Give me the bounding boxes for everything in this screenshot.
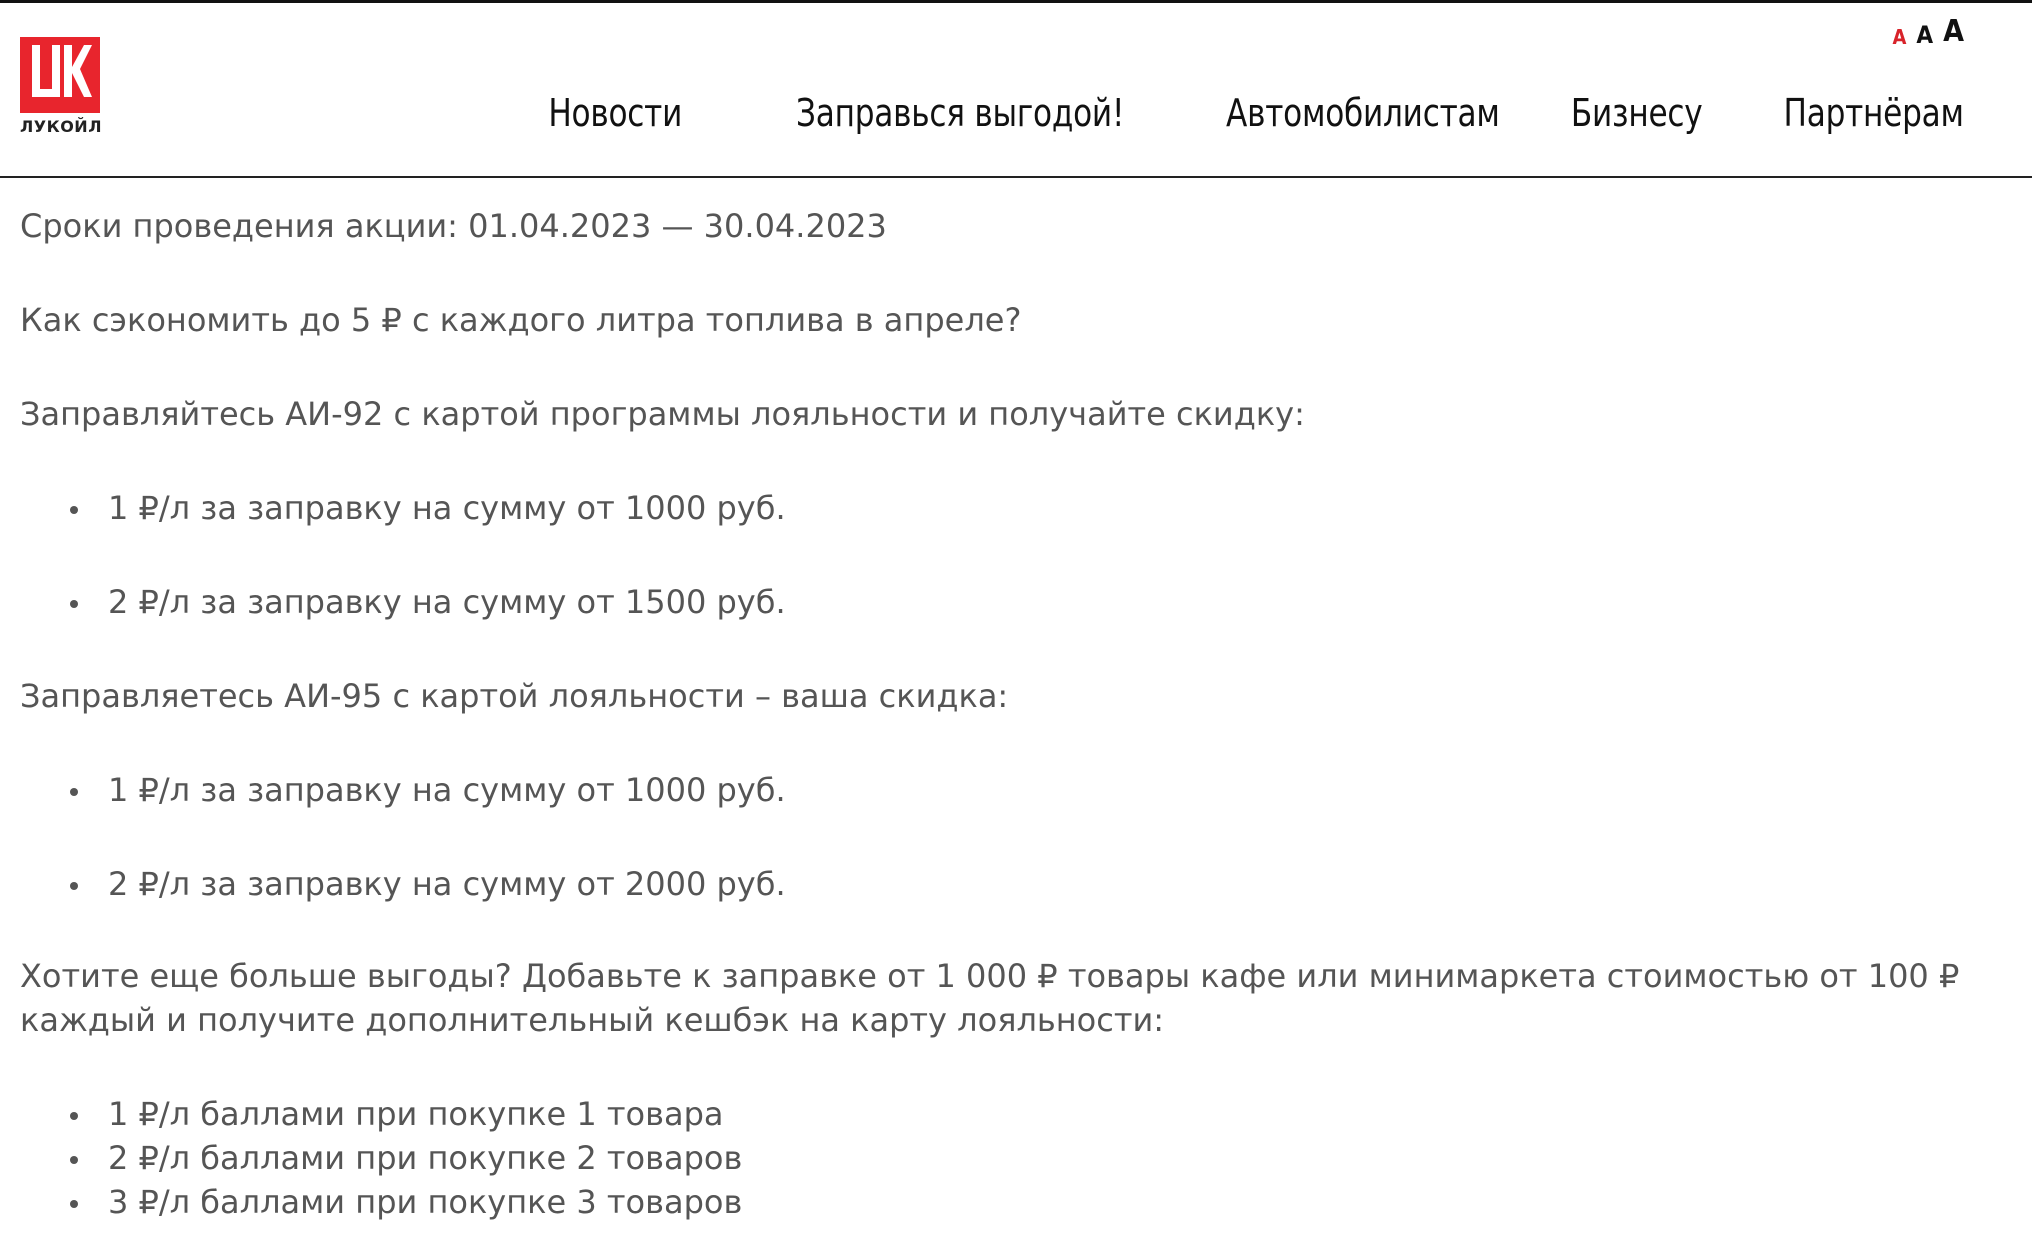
nav-item-news[interactable]: Новости [548, 91, 683, 135]
logo-text: ЛУКОЙЛ [20, 117, 102, 136]
nav-item-promo[interactable]: Заправься выгодой! [796, 91, 1125, 135]
promo-question: Как сэкономить до 5 ₽ с каждого литра топлива в апреле? [20, 301, 1022, 339]
ai92-discount-list [20, 486, 786, 674]
list-item: 3 ₽/л баллами при покупке 3 товаров [20, 1180, 742, 1224]
main-nav [519, 91, 1964, 135]
list-item: 1 ₽/л баллами при покупке 1 товара [20, 1092, 742, 1136]
list-item: 1 ₽/л за заправку на сумму от 1000 руб. [20, 486, 786, 530]
font-size-switch [1892, 14, 1964, 49]
ai95-intro: Заправляетесь АИ-95 с картой лояльности – ваша скидка: [20, 677, 1009, 715]
nav-item-partners[interactable]: Партнёрам [1783, 91, 1964, 135]
list-item: 2 ₽/л баллами при покупке 2 товаров [20, 1136, 742, 1180]
cashback-list [20, 1092, 742, 1224]
list-item: 2 ₽/л за заправку на сумму от 1500 руб. [20, 580, 786, 624]
font-size-medium-button[interactable]: A [1916, 21, 1934, 49]
nav-item-business[interactable]: Бизнесу [1570, 91, 1703, 135]
list-item: 1 ₽/л за заправку на сумму от 1000 руб. [20, 768, 786, 812]
site-header [0, 3, 2032, 178]
ai95-discount-list [20, 768, 786, 956]
promo-dates: Сроки проведения акции: 01.04.2023 — 30.04.2023 [20, 207, 887, 245]
cashback-intro: Хотите еще больше выгоды? Добавьте к заправке от 1 000 ₽ товары кафе или минимаркета стоимостью от 100 ₽ каждый и получите дополнительный кешбэк на карту лояльности: [20, 957, 1960, 1039]
list-item: 2 ₽/л за заправку на сумму от 2000 руб. [20, 862, 786, 906]
lukoil-logo[interactable] [20, 37, 104, 136]
lukoil-logo-icon [20, 37, 100, 113]
font-size-small-button[interactable]: A [1892, 25, 1907, 49]
ai92-intro: Заправляйтесь АИ-92 с картой программы лояльности и получайте скидку: [20, 395, 1305, 433]
nav-item-motorists[interactable]: Автомобилистам [1226, 91, 1500, 135]
font-size-large-button[interactable]: A [1943, 14, 1964, 49]
